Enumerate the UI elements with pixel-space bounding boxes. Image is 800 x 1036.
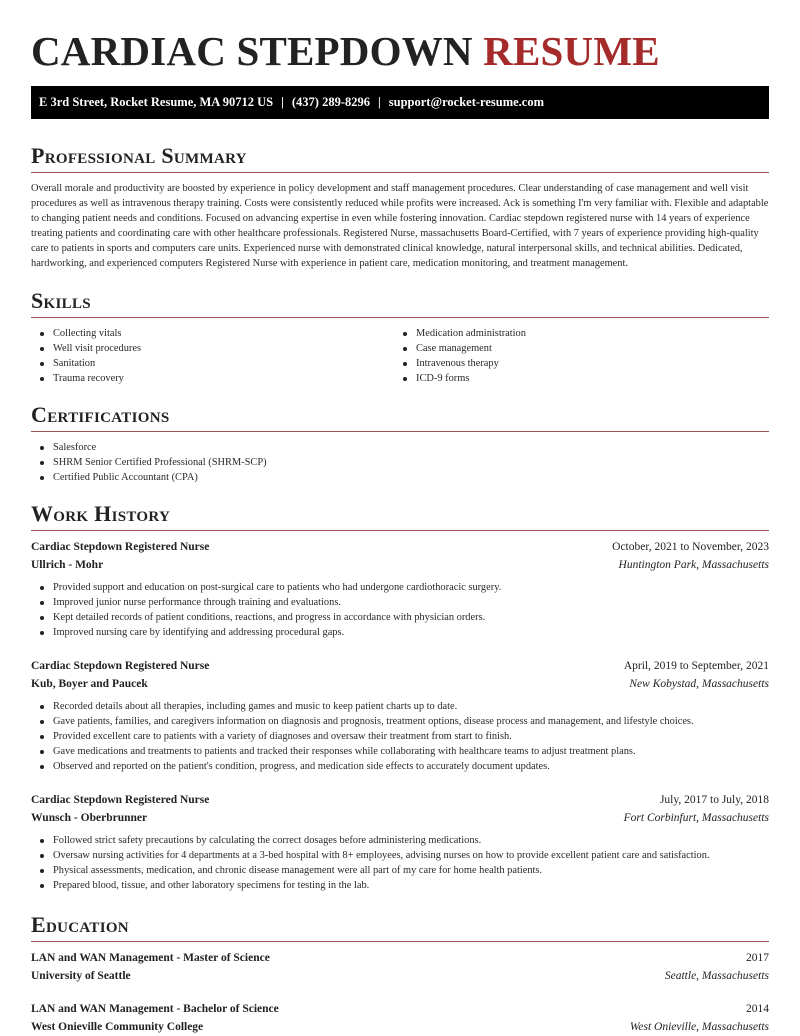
education-entry <box>31 950 769 985</box>
job-bullet: Gave patients, families, and caregivers information on diagnosis and prognosis, treatment options, disease process and management, and lifestyle choices. <box>31 714 769 729</box>
education-school: University of Seattle <box>31 968 131 986</box>
skill-item: Case management <box>394 341 757 356</box>
education-location: West Onieville, Massachusetts <box>630 1019 769 1036</box>
education-degree: LAN and WAN Management - Bachelor of Science <box>31 1001 279 1019</box>
job-bullet: Improved nursing care by identifying and addressing procedural gaps. <box>31 625 769 640</box>
summary-text: Overall morale and productivity are boosted by experience in policy development and staff management procedures. Clear understanding of case management and well visit procedures as well as intravenous therapy training. Costs were consistently reduced while profits were increased. Ack is something I'm very familiar with. Flexible and adaptable to changing patient needs and conditions. Focused on advancing expertise in even while fostering innovation. Cardiac stepdown registered nurse with 14 years of experience treating patients and coordinating care with other healthcare professionals. Registered Nurse, massachusetts Board-Certified, with 7 years of experience providing high-quality care to patients in sports and computers care units. Experienced nurse with demonstrated clinical knowledge, natural interpersonal skills, and technical abilities. Dedicated, hardworking, and experienced computers Registered Nurse with experience in patient care, medication monitoring, and treatment management. <box>31 181 769 272</box>
skill-item: ICD-9 forms <box>394 371 757 386</box>
skill-item: Sanitation <box>31 356 394 371</box>
job-employer: Ullrich - Mohr <box>31 557 103 575</box>
certifications-heading: Certifications <box>31 401 769 429</box>
skill-item: Medication administration <box>394 326 757 341</box>
contact-address: E 3rd Street, Rocket Resume, MA 90712 US <box>39 95 273 109</box>
job-bullet: Oversaw nursing activities for 4 departments at a 3-bed hospital with 8+ employees, advising nurses on how to provide excellent patient care and satisfaction. <box>31 848 769 863</box>
job-bullet: Provided support and education on post-surgical care to patients who had undergone cardiothoracic surgery. <box>31 580 769 595</box>
skills-section <box>31 287 769 386</box>
job-employer: Kub, Boyer and Paucek <box>31 676 148 694</box>
job-title: Cardiac Stepdown Registered Nurse <box>31 658 209 676</box>
title-accent: RESUME <box>483 28 660 74</box>
section-divider <box>31 172 769 173</box>
contact-email[interactable]: support@rocket-resume.com <box>389 95 544 109</box>
work-history-section <box>31 500 769 531</box>
education-entry <box>31 1001 769 1036</box>
certifications-section <box>31 401 769 485</box>
job-dates: April, 2019 to September, 2021 <box>624 658 769 676</box>
job-bullet: Provided excellent care to patients with a variety of diagnoses and oversaw their treatment from start to finish. <box>31 729 769 744</box>
certification-item: Certified Public Accountant (CPA) <box>31 470 769 485</box>
title-main: CARDIAC STEPDOWN <box>31 28 473 74</box>
contact-separator: | <box>273 95 292 109</box>
work-history-heading: Work History <box>31 500 769 528</box>
skill-item: Intravenous therapy <box>394 356 757 371</box>
skills-grid <box>31 326 769 386</box>
job-bullet: Observed and reported on the patient's condition, progress, and medication side effects to accurately document updates. <box>31 759 769 774</box>
skill-item: Well visit procedures <box>31 341 394 356</box>
job-bullet: Recorded details about all therapies, including games and music to keep patient charts up to date. <box>31 699 769 714</box>
job-bullet: Followed strict safety precautions by calculating the correct dosages before administering medications. <box>31 833 769 848</box>
job-entry <box>31 658 769 774</box>
job-bullet: Prepared blood, tissue, and other laboratory specimens for testing in the lab. <box>31 878 769 893</box>
contact-separator: | <box>370 95 389 109</box>
education-heading: Education <box>31 911 769 939</box>
job-employer: Wunsch - Oberbrunner <box>31 810 147 828</box>
certification-item: SHRM Senior Certified Professional (SHRM-SCP) <box>31 455 769 470</box>
education-section <box>31 911 769 942</box>
skill-item: Trauma recovery <box>31 371 394 386</box>
resume-page <box>0 0 800 119</box>
job-bullet: Kept detailed records of patient conditions, reactions, and progress in accordance with physician orders. <box>31 610 769 625</box>
job-location: New Kobystad, Massachusetts <box>629 676 769 694</box>
skills-column-right <box>394 326 757 386</box>
education-degree: LAN and WAN Management - Master of Science <box>31 950 270 968</box>
education-location: Seattle, Massachusetts <box>665 968 769 986</box>
section-divider <box>31 317 769 318</box>
job-bullet: Physical assessments, medication, and chronic disease management were all part of my care for home health patients. <box>31 863 769 878</box>
skill-item: Collecting vitals <box>31 326 394 341</box>
contact-bar <box>31 86 769 119</box>
section-divider <box>31 530 769 531</box>
section-divider <box>31 941 769 942</box>
page-title <box>31 0 769 77</box>
job-title: Cardiac Stepdown Registered Nurse <box>31 539 209 557</box>
job-dates: July, 2017 to July, 2018 <box>660 792 769 810</box>
job-bullet: Improved junior nurse performance through training and evaluations. <box>31 595 769 610</box>
summary-section <box>31 142 769 272</box>
skills-column-left <box>31 326 394 386</box>
skills-heading: Skills <box>31 287 769 315</box>
job-entry <box>31 792 769 893</box>
summary-heading: Professional Summary <box>31 142 769 170</box>
job-location: Fort Corbinfurt, Massachusetts <box>624 810 769 828</box>
job-title: Cardiac Stepdown Registered Nurse <box>31 792 209 810</box>
education-year: 2017 <box>746 950 769 968</box>
job-dates: October, 2021 to November, 2023 <box>612 539 769 557</box>
certification-item: Salesforce <box>31 440 769 455</box>
job-location: Huntington Park, Massachusetts <box>619 557 769 575</box>
education-year: 2014 <box>746 1001 769 1019</box>
job-bullet: Gave medications and treatments to patients and tracked their responses while collaborating with healthcare teams to adjust treatment plans. <box>31 744 769 759</box>
job-entry <box>31 539 769 640</box>
section-divider <box>31 431 769 432</box>
education-school: West Onieville Community College <box>31 1019 203 1036</box>
contact-phone[interactable]: (437) 289-8296 <box>292 95 370 109</box>
